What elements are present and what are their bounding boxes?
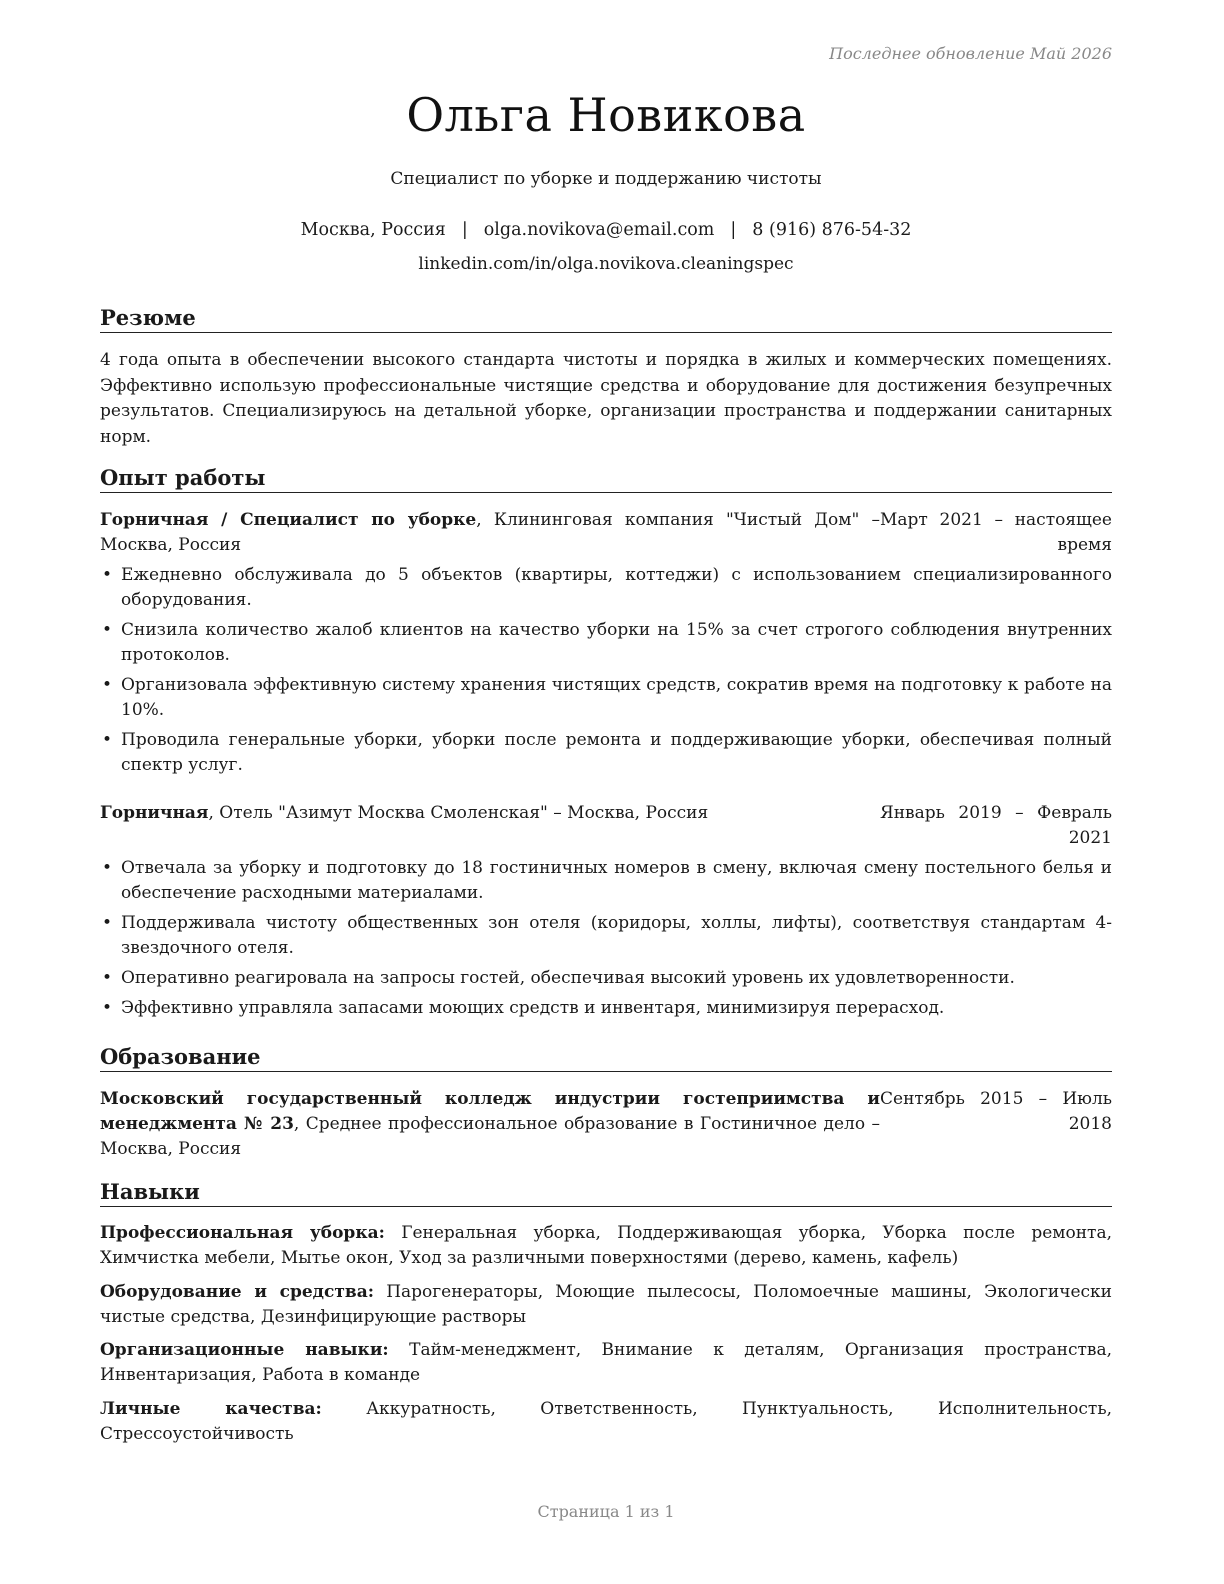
list-item: • Отвечала за уборку и подготовку до 18 гостиничных номеров в смену, включая смену постельного белья и обеспечение расходными материалами. — [100, 856, 1112, 906]
skill-label: Организационные навыки: — [100, 1340, 389, 1360]
section-heading-skills: Навыки — [100, 1179, 1112, 1207]
education-school: Московский государственный колледж индустрии гостеприимства и менеджмента № 23 — [100, 1089, 880, 1134]
candidate-title: Специалист по уборке и поддержанию чистоты — [390, 169, 822, 189]
skill-label: Профессиональная уборка: — [100, 1223, 385, 1243]
resume-page — [100, 0, 1112, 1584]
skill-group — [100, 1397, 1112, 1447]
list-item: • Оперативно реагировала на запросы гостей, обеспечивая высокий уровень их удовлетворенности. — [100, 966, 1112, 991]
page-number: Страница 1 из 1 — [537, 1502, 675, 1521]
job-organization: , Отель "Азимут Москва Смоленская" – Москва, Россия — [208, 803, 709, 823]
job-title-line — [100, 508, 880, 558]
list-item: • Организовала эффективную систему хранения чистящих средств, сократив время на подготовку к работе на 10%. — [100, 673, 1112, 723]
section-heading-education: Образование — [100, 1044, 1112, 1072]
list-item: • Снизила количество жалоб клиентов на качество уборки на 15% за счет строгого соблюдения внутренних протоколов. — [100, 618, 1112, 668]
section-heading-summary: Резюме — [100, 305, 1112, 333]
list-item: • Проводила генеральные уборки, уборки после ремонта и поддерживающие уборки, обеспечивая полный спектр услуг. — [100, 728, 1112, 778]
job-header — [100, 508, 1112, 558]
skill-label: Личные качества: — [100, 1399, 322, 1419]
contact-email[interactable]: olga.novikova@email.com — [483, 220, 715, 240]
job-organization: , Клининговая компания "Чистый Дом" – Москва, Россия — [100, 510, 880, 555]
job-role: Горничная — [100, 803, 209, 823]
skill-group — [100, 1338, 1112, 1388]
job-bullets — [100, 856, 1112, 1026]
candidate-name: Ольга Новикова — [406, 88, 806, 142]
list-item: • Эффективно управляла запасами моющих средств и инвентаря, минимизируя перерасход. — [100, 996, 1112, 1021]
skill-label: Оборудование и средства: — [100, 1282, 374, 1302]
job-title-line — [100, 801, 880, 851]
education-entry — [100, 1087, 1112, 1162]
education-dates: Сентябрь 2015 – Июль 2018 — [880, 1089, 1112, 1134]
contact-separator: | — [730, 220, 737, 240]
job-dates: Январь 2019 – Февраль 2021 — [880, 803, 1112, 848]
job-dates: Март 2021 – настоящее время — [880, 510, 1112, 555]
skill-items: Тайм-менеджмент, Внимание к деталям, Организация пространства, Инвентаризация, Работа в команде — [100, 1340, 1113, 1385]
skill-group — [100, 1280, 1112, 1330]
last-updated: Последнее обновление Май 2026 — [829, 44, 1112, 63]
job-role: Горничная / Специалист по уборке — [100, 510, 477, 530]
skill-group — [100, 1221, 1112, 1271]
summary-text: 4 года опыта в обеспечении высокого стандарта чистоты и порядка в жилых и коммерческих помещениях. Эффективно использую профессиональные чистящие средства и оборудование для достижения безупречных результатов. Специализируюсь на детальной уборке, организации пространства и поддержании санитарных норм. — [100, 350, 1112, 447]
contact-separator: | — [461, 220, 468, 240]
list-item: • Ежедневно обслуживала до 5 объектов (квартиры, коттеджи) с использованием специализированного оборудования. — [100, 563, 1112, 613]
skill-items: Парогенераторы, Моющие пылесосы, Поломоечные машины, Экологически чистые средства, Дезинфицирующие растворы — [100, 1282, 1113, 1327]
education-title-line — [100, 1087, 880, 1162]
job-bullets — [100, 563, 1112, 783]
contact-location: Москва, Россия — [300, 220, 446, 240]
job-header — [100, 801, 1112, 851]
education-details: , Среднее профессиональное образование в Гостиничное дело – Москва, Россия — [100, 1114, 880, 1159]
skill-items: Генеральная уборка, Поддерживающая уборка, Уборка после ремонта, Химчистка мебели, Мытье окон, Уход за различными поверхностями (дерево, камень, кафель) — [100, 1223, 1112, 1268]
contact-linkedin[interactable]: linkedin.com/in/olga.novikova.cleaningspec — [418, 254, 794, 274]
contact-line — [100, 220, 1112, 240]
skill-items: Аккуратность, Ответственность, Пунктуальность, Исполнительность, Стрессоустойчивость — [100, 1399, 1112, 1444]
list-item: • Поддерживала чистоту общественных зон отеля (коридоры, холлы, лифты), соответствуя стандартам 4-звездочного отеля. — [100, 911, 1112, 961]
section-heading-experience: Опыт работы — [100, 465, 1112, 493]
contact-phone: 8 (916) 876-54-32 — [752, 220, 912, 240]
